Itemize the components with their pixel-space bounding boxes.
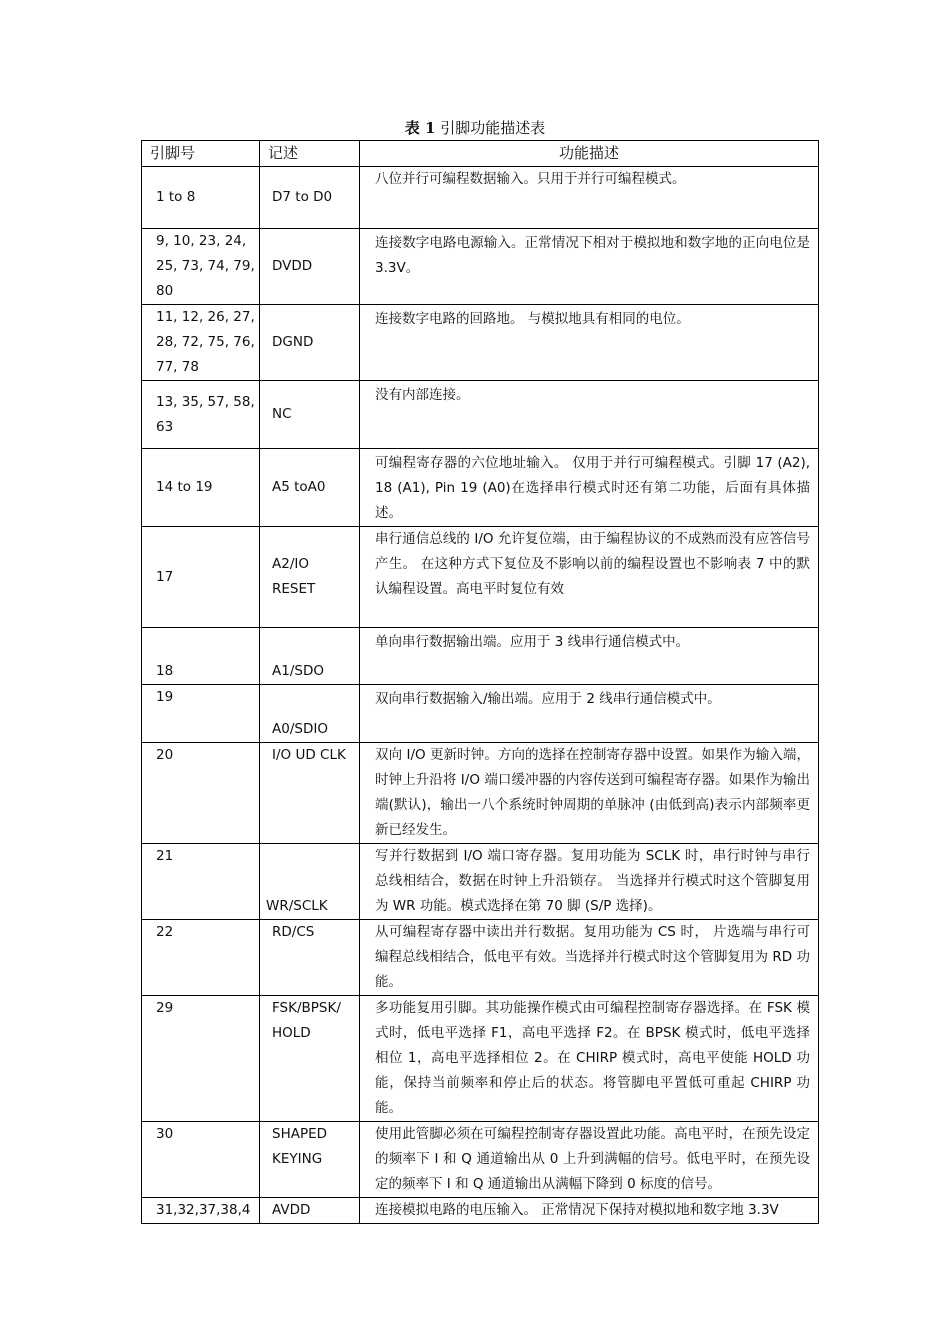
table-row	[142, 743, 819, 844]
description-cell: 多功能复用引脚。其功能操作模式由可编程控制寄存器选择。在 FSK 模式时，低电平选择 F1，高电平选择 F2。在 BPSK 模式时，低电平选择相位 1，高电平选择相位 2。在 CHIRP 模式时，高电平使能 HOLD 功能，保持当前频率和停止后的状态。将管脚电平置低可重起 CHIRP 功能。	[360, 996, 819, 1122]
mnemonic-cell: A0/SDIO	[260, 685, 360, 743]
table-row	[142, 685, 819, 743]
description-cell: 从可编程寄存器中读出并行数据。复用功能为 CS 时， 片选端与串行可编程总线相结合，低电平有效。当选择并行模式时这个管脚复用为 RD 功能。	[360, 920, 819, 996]
description-cell: 可编程寄存器的六位地址输入。 仅用于并行可编程模式。引脚 17 (A2), 18 (A1), Pin 19 (A0)在选择串行模式时还有第二功能，后面有具体描述。	[360, 449, 819, 527]
mnemonic-cell: A2/IO RESET	[260, 527, 360, 628]
table-row	[142, 844, 819, 920]
mnemonic-cell: I/O UD CLK	[260, 743, 360, 844]
table-caption-title: 引脚功能描述表	[440, 119, 546, 137]
mnemonic-cell: FSK/BPSK/ HOLD	[260, 996, 360, 1122]
table-row	[142, 996, 819, 1122]
mnemonic-cell: DVDD	[260, 229, 360, 305]
table-row	[142, 449, 819, 527]
pin-cell: 21	[142, 844, 260, 920]
description-cell: 串行通信总线的 I/O 允许复位端，由于编程协议的不成熟而没有应答信号产生。 在这种方式下复位及不影响以前的编程设置也不影响表 7 中的默认编程设置。高电平时复位有效	[360, 527, 819, 628]
table-row	[142, 167, 819, 229]
table-row	[142, 229, 819, 305]
description-cell: 八位并行可编程数据输入。只用于并行可编程模式。	[360, 167, 819, 229]
mnemonic-cell: WR/SCLK	[260, 844, 360, 920]
description-cell: 连接数字电路电源输入。正常情况下相对于模拟地和数字地的正向电位是 3.3V。	[360, 229, 819, 305]
mnemonic-cell: A1/SDO	[260, 628, 360, 685]
pin-cell: 18	[142, 628, 260, 685]
description-cell: 单向串行数据输出端。应用于 3 线串行通信模式中。	[360, 628, 819, 685]
mnemonic-cell: SHAPED KEYING	[260, 1122, 360, 1198]
description-cell: 写并行数据到 I/O 端口寄存器。复用功能为 SCLK 时，串行时钟与串行总线相结合，数据在时钟上升沿锁存。 当选择并行模式时这个管脚复用为 WR 功能。模式选择在第 70 脚 (S/P 选择)。	[360, 844, 819, 920]
pin-cell: 13, 35, 57, 58, 63	[142, 381, 260, 449]
description-cell: 双向 I/O 更新时钟。方向的选择在控制寄存器中设置。如果作为输入端， 时钟上升沿将 I/O 端口缓冲器的内容传送到可编程寄存器。如果作为输出端(默认)，输出一八个系统时钟周期的单脉冲 (由低到高)表示内部频率更新已经发生。	[360, 743, 819, 844]
pin-cell: 31,32,37,38,4	[142, 1198, 260, 1224]
mnemonic-cell: NC	[260, 381, 360, 449]
pin-cell: 19	[142, 685, 260, 743]
table-row	[142, 305, 819, 381]
table-row	[142, 527, 819, 628]
pin-function-table	[141, 140, 819, 1224]
description-cell: 连接数字电路的回路地。 与模拟地具有相同的电位。	[360, 305, 819, 381]
pin-cell: 22	[142, 920, 260, 996]
table-caption	[0, 117, 950, 138]
description-cell: 双向串行数据输入/输出端。应用于 2 线串行通信模式中。	[360, 685, 819, 743]
description-cell: 使用此管脚必须在可编程控制寄存器设置此功能。高电平时，在预先设定的频率下 I 和 Q 通道输出从 0 上升到满幅的信号。低电平时，在预先设定的频率下 I 和 Q 通道输出从满幅下降到 0 标度的信号。	[360, 1122, 819, 1198]
table-row	[142, 1122, 819, 1198]
pin-cell: 20	[142, 743, 260, 844]
mnemonic-cell: RD/CS	[260, 920, 360, 996]
table-caption-label: 表 1	[404, 119, 436, 137]
table-row	[142, 381, 819, 449]
description-cell: 连接模拟电路的电压输入。 正常情况下保持对模拟地和数字地 3.3V	[360, 1198, 819, 1224]
table-header-row	[142, 141, 819, 167]
pin-cell: 14 to 19	[142, 449, 260, 527]
pin-cell: 17	[142, 527, 260, 628]
pin-cell: 9, 10, 23, 24, 25, 73, 74, 79, 80	[142, 229, 260, 305]
table-row	[142, 628, 819, 685]
header-description: 功能描述	[360, 141, 819, 167]
description-cell: 没有内部连接。	[360, 381, 819, 449]
pin-cell: 1 to 8	[142, 167, 260, 229]
mnemonic-cell: DGND	[260, 305, 360, 381]
header-pin: 引脚号	[142, 141, 260, 167]
pin-cell: 29	[142, 996, 260, 1122]
pin-cell: 30	[142, 1122, 260, 1198]
mnemonic-cell: A5 toA0	[260, 449, 360, 527]
mnemonic-cell: AVDD	[260, 1198, 360, 1224]
mnemonic-cell: D7 to D0	[260, 167, 360, 229]
table-row	[142, 1198, 819, 1224]
pin-cell: 11, 12, 26, 27, 28, 72, 75, 76, 77, 78	[142, 305, 260, 381]
header-mnemonic: 记述	[260, 141, 360, 167]
table-row	[142, 920, 819, 996]
